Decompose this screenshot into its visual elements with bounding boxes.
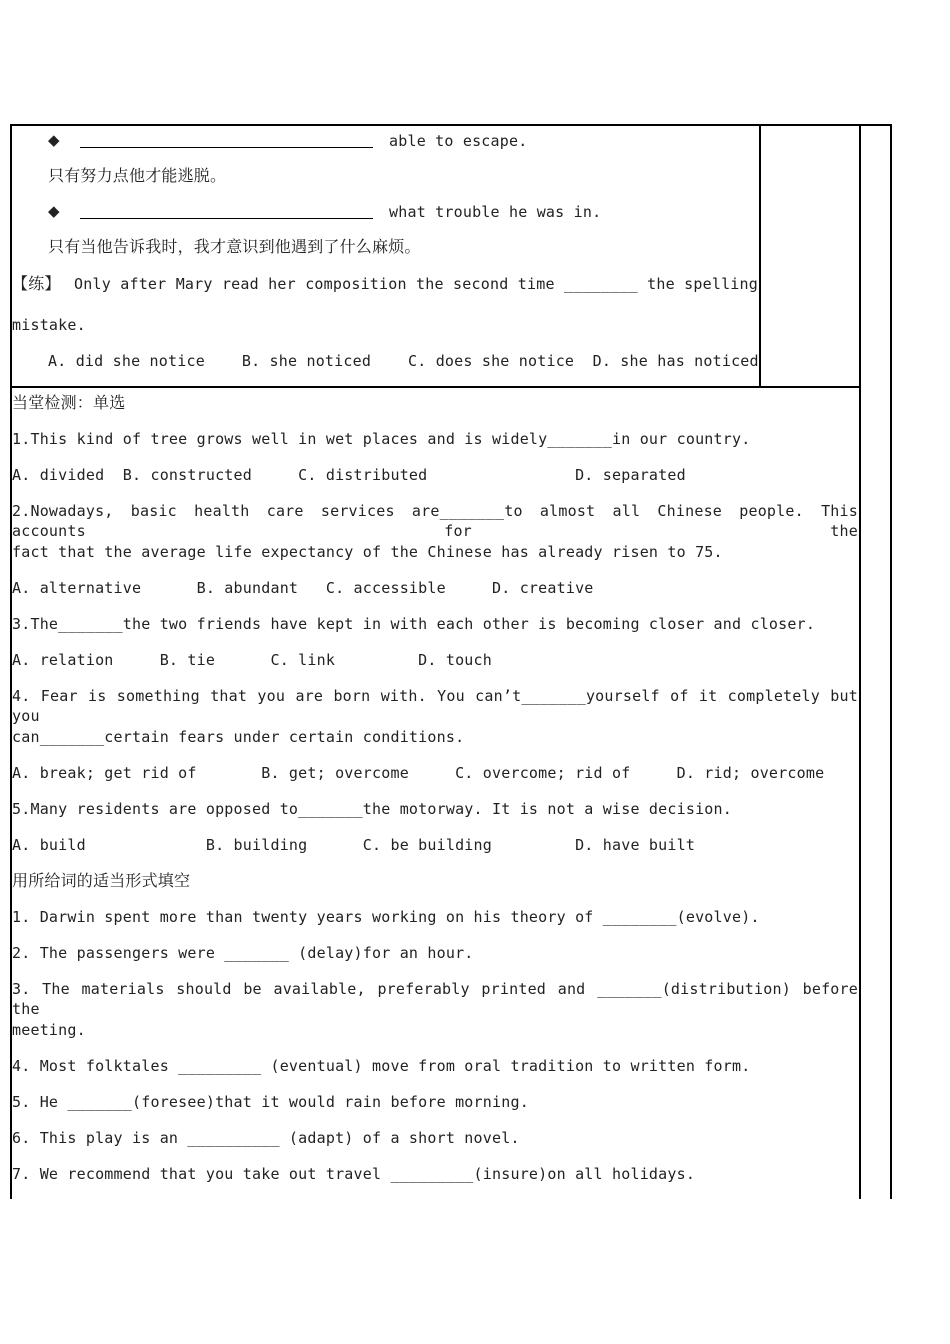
- question-2-options: A. alternative B. abundant C. accessible D. creative: [12, 579, 594, 597]
- question-4-options: A. break; get rid of B. get; overcome C. overcome; rid of D. rid; overcome: [12, 764, 825, 782]
- fill-question-7: 7. We recommend that you take out travel _________(insure)on all holidays.: [12, 1165, 696, 1183]
- fill-question-5: 5. He _______(foresee)that it would rain before morning.: [12, 1093, 529, 1111]
- practice-question-line2: mistake.: [12, 316, 86, 334]
- practice-options: A. did she notice B. she noticed C. does she notice D. she has noticed: [48, 352, 759, 370]
- question-3: 3.The_______the two friends have kept in with each other is becoming closer and closer.: [12, 615, 816, 633]
- section-title-word-forms: 用所给词的适当形式填空: [12, 871, 191, 890]
- table-right-border: [890, 124, 892, 1199]
- fill-question-1: 1. Darwin spent more than twenty years working on his theory of ________(evolve).: [12, 908, 760, 926]
- practice-question-line1: Only after Mary read her composition the second time ________ the spelling: [74, 275, 758, 293]
- fill-question-6: 6. This play is an __________ (adapt) of a short novel.: [12, 1129, 520, 1147]
- question-3-options: A. relation B. tie C. link D. touch: [12, 651, 492, 669]
- question-2-line2: fact that the average life expectancy of the Chinese has already risen to 75.: [12, 543, 723, 561]
- sentence-tail-1: able to escape.: [389, 132, 528, 150]
- sentence-tail-2: what trouble he was in.: [389, 203, 602, 221]
- question-4-line1: 4. Fear is something that you are born with. You can’t_______yourself of it completely but you: [12, 687, 858, 725]
- inner-divider-1: [759, 124, 761, 388]
- answer-blank[interactable]: [80, 218, 373, 219]
- chinese-translation-2: 只有当他告诉我时，我才意识到他遇到了什么麻烦。: [48, 237, 421, 256]
- question-1: 1.This kind of tree grows well in wet places and is widely_______in our country.: [12, 430, 751, 448]
- row-divider: [10, 386, 861, 388]
- section-title-single-choice: 当堂检测：单选: [12, 393, 126, 412]
- question-5-options: A. build B. building C. be building D. have built: [12, 836, 696, 854]
- fill-question-3-line2: meeting.: [12, 1021, 86, 1039]
- answer-blank[interactable]: [80, 147, 373, 148]
- question-2-line1: 2.Nowadays, basic health care services are_______to almost all Chinese people. This accounts for the: [12, 502, 858, 540]
- bullet-diamond-icon: ◆: [48, 202, 60, 220]
- fill-question-2: 2. The passengers were _______ (delay)for an hour.: [12, 944, 474, 962]
- inner-divider-2: [859, 124, 861, 1199]
- fill-question-3-line1: 3. The materials should be available, preferably printed and _______(distribution) before the: [12, 980, 858, 1018]
- question-5: 5.Many residents are opposed to_______the motorway. It is not a wise decision.: [12, 800, 732, 818]
- practice-label: 【练】: [12, 274, 61, 293]
- question-1-options: A. divided B. constructed C. distributed D. separated: [12, 466, 686, 484]
- fill-question-4: 4. Most folktales _________ (eventual) move from oral tradition to written form.: [12, 1057, 751, 1075]
- question-4-line2: can_______certain fears under certain conditions.: [12, 728, 465, 746]
- chinese-translation-1: 只有努力点他才能逃脱。: [48, 166, 227, 185]
- bullet-diamond-icon: ◆: [48, 131, 60, 149]
